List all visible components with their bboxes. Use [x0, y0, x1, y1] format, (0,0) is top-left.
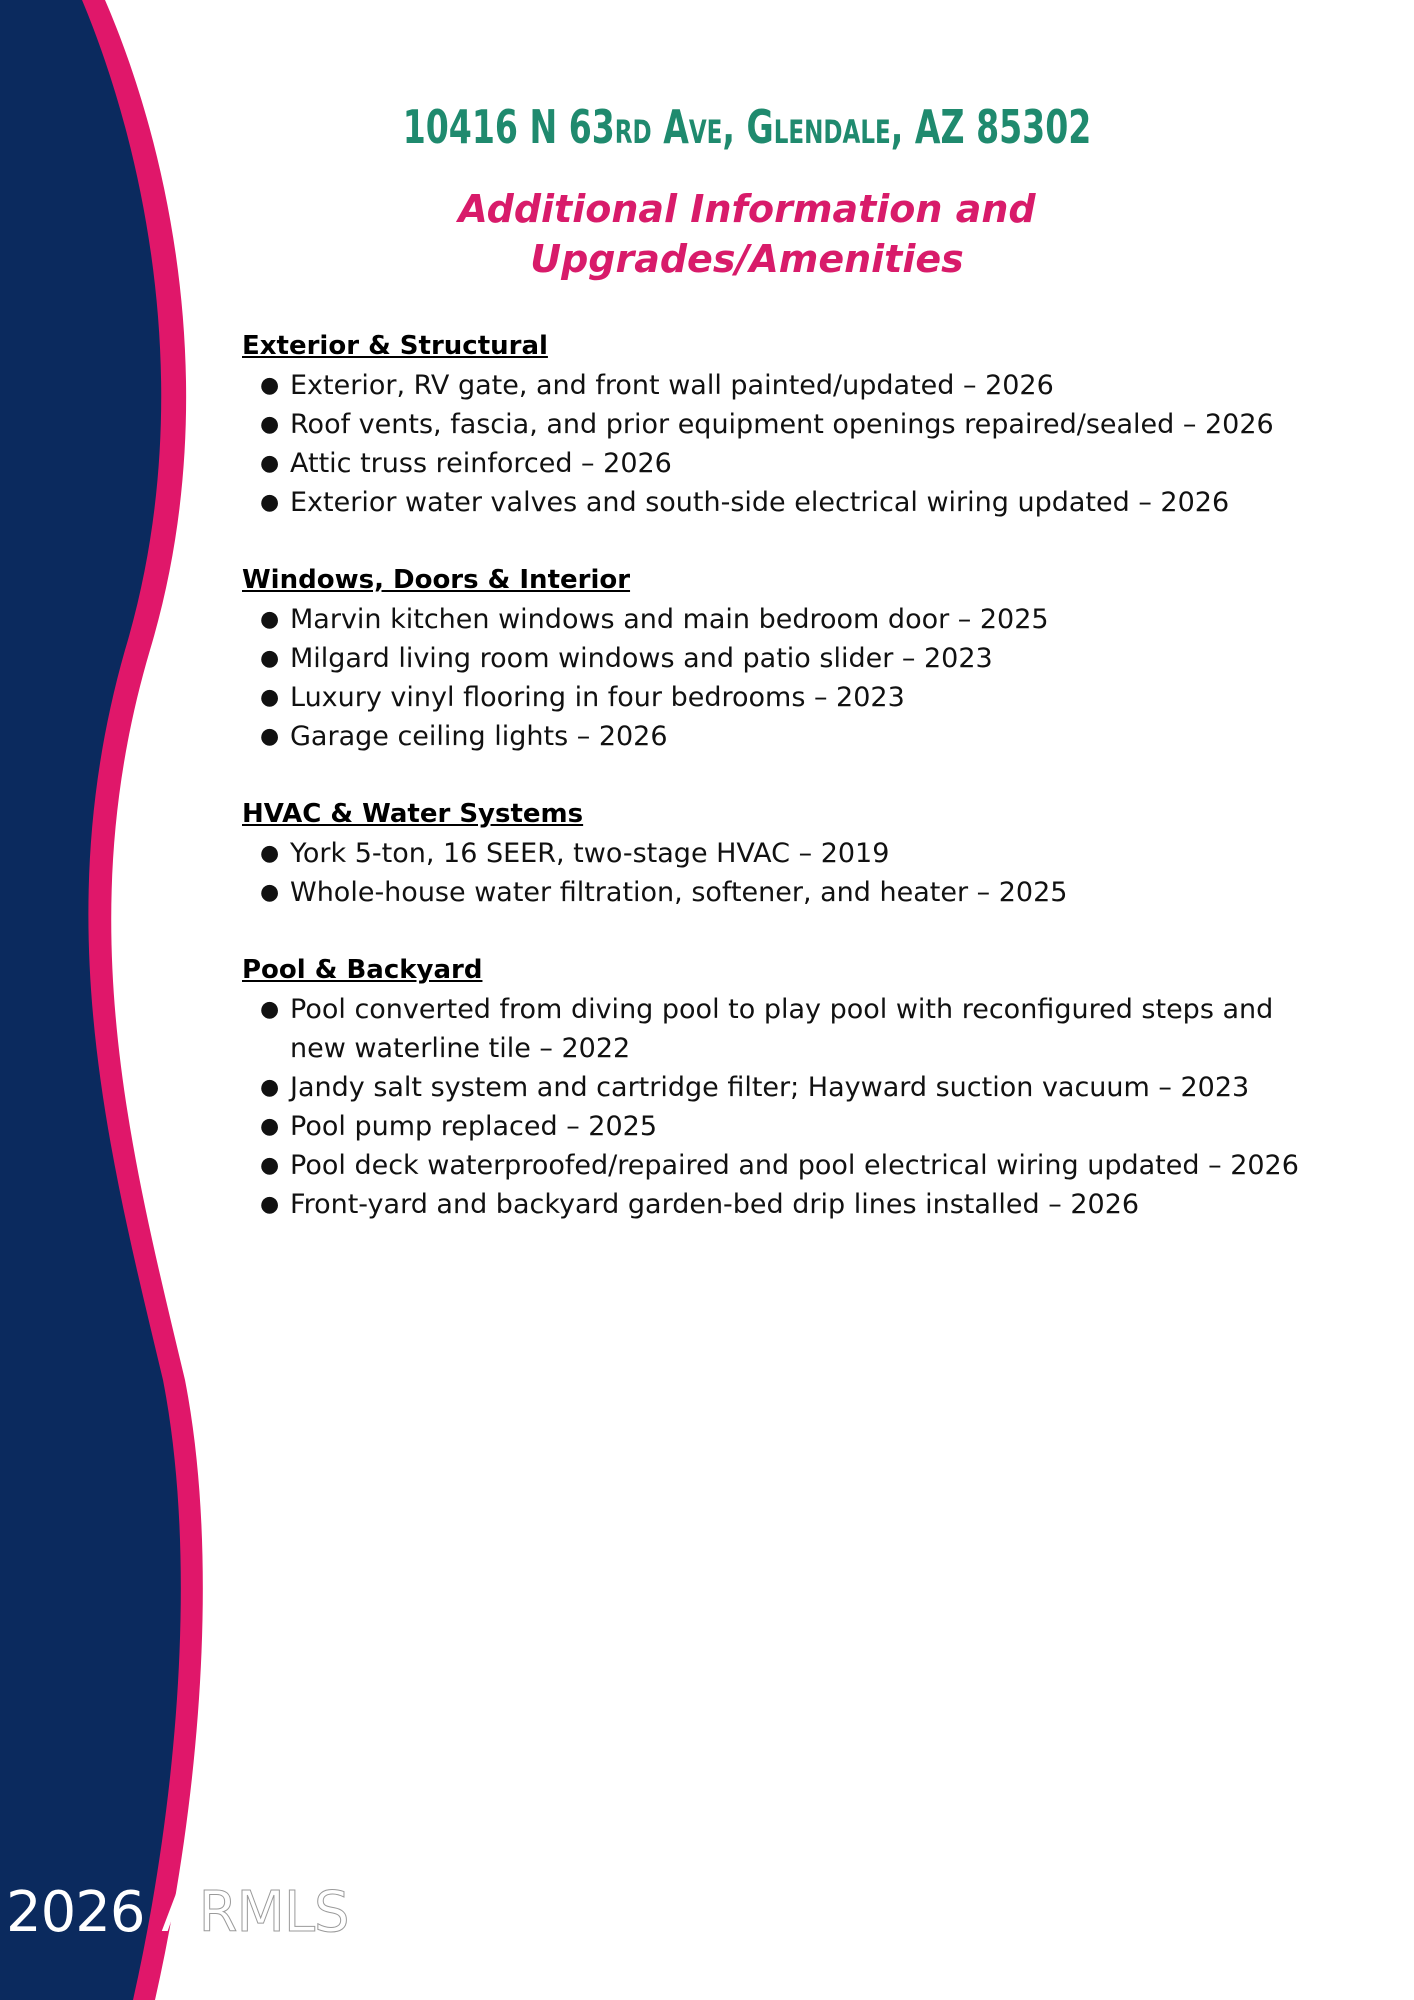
watermark-suffix: RMLS — [198, 1880, 349, 1945]
list-item-text: Luxury vinyl flooring in four bedrooms – 2023 — [290, 682, 905, 713]
section-exterior-structural — [242, 328, 1302, 522]
list-item — [242, 366, 1302, 405]
list-item-text: Jandy salt system and cartridge filter; Hayward suction vacuum – 2023 — [290, 1072, 1250, 1103]
bullet-list — [242, 600, 1302, 756]
bullet-list — [242, 366, 1302, 522]
bullet-list — [242, 990, 1302, 1224]
navy-wave-panel — [0, 0, 181, 2000]
list-item-text: Roof vents, fascia, and prior equipment openings repaired/sealed – 2026 — [290, 409, 1274, 440]
bullet-icon: ● — [260, 1192, 280, 1217]
list-item — [242, 444, 1302, 483]
bullet-list — [242, 834, 1302, 912]
list-item — [242, 834, 1302, 873]
list-item-text: Whole-house water filtration, softener, and heater – 2025 — [290, 877, 1068, 908]
list-item — [242, 1107, 1302, 1146]
list-item — [242, 1185, 1302, 1224]
section-heading: Exterior & Structural — [242, 331, 548, 361]
upgrades-content — [242, 328, 1302, 1264]
list-item — [242, 1146, 1302, 1185]
section-heading: HVAC & Water Systems — [242, 799, 584, 829]
list-item — [242, 600, 1302, 639]
list-item-text: Pool converted from diving pool to play pool with reconfigured steps and new waterline tile – 2022 — [290, 994, 1274, 1064]
list-item-text: York 5-ton, 16 SEER, two-stage HVAC – 2019 — [290, 838, 890, 869]
subtitle-line-1: Additional Information and — [458, 187, 1036, 231]
bullet-icon: ● — [260, 685, 280, 710]
list-item — [242, 639, 1302, 678]
section-hvac-water-systems — [242, 796, 1302, 912]
bullet-icon: ● — [260, 997, 280, 1022]
watermark-year: 2026 A — [6, 1880, 199, 1945]
section-heading: Windows, Doors & Interior — [242, 565, 631, 595]
section-heading: Pool & Backyard — [242, 955, 483, 985]
bullet-icon: ● — [260, 841, 280, 866]
list-item-text: Garage ceiling lights – 2026 — [290, 721, 668, 752]
list-item — [242, 1068, 1302, 1107]
bullet-icon: ● — [260, 724, 280, 749]
copyright-watermark — [6, 1880, 349, 1945]
list-item-text: Exterior, RV gate, and front wall painted/updated – 2026 — [290, 370, 1054, 401]
list-item — [242, 873, 1302, 912]
section-windows-doors-interior — [242, 562, 1302, 756]
bullet-icon: ● — [260, 880, 280, 905]
bullet-icon: ● — [260, 646, 280, 671]
list-item-text: Marvin kitchen windows and main bedroom door – 2025 — [290, 604, 1049, 635]
bullet-icon: ● — [260, 1075, 280, 1100]
list-item-text: Attic truss reinforced – 2026 — [290, 448, 672, 479]
bullet-icon: ● — [260, 607, 280, 632]
page-subtitle — [240, 184, 1254, 284]
property-address-title: 10416 N 63rd Ave, Glendale, AZ 85302 — [402, 100, 1092, 154]
list-item-text: Milgard living room windows and patio slider – 2023 — [290, 643, 993, 674]
list-item — [242, 405, 1302, 444]
subtitle-line-2: Upgrades/Amenities — [530, 237, 964, 281]
list-item-text: Pool pump replaced – 2025 — [290, 1111, 657, 1142]
bullet-icon: ● — [260, 1153, 280, 1178]
list-item-text: Front-yard and backyard garden-bed drip lines installed – 2026 — [290, 1189, 1140, 1220]
section-pool-backyard — [242, 952, 1302, 1224]
bullet-icon: ● — [260, 1114, 280, 1139]
list-item-text: Exterior water valves and south-side electrical wiring updated – 2026 — [290, 487, 1230, 518]
bullet-icon: ● — [260, 451, 280, 476]
bullet-icon: ● — [260, 412, 280, 437]
bullet-icon: ● — [260, 490, 280, 515]
list-item-text: Pool deck waterproofed/repaired and pool electrical wiring updated – 2026 — [290, 1150, 1299, 1181]
list-item — [242, 990, 1302, 1068]
list-item — [242, 678, 1302, 717]
list-item — [242, 717, 1302, 756]
list-item — [242, 483, 1302, 522]
bullet-icon: ● — [260, 373, 280, 398]
